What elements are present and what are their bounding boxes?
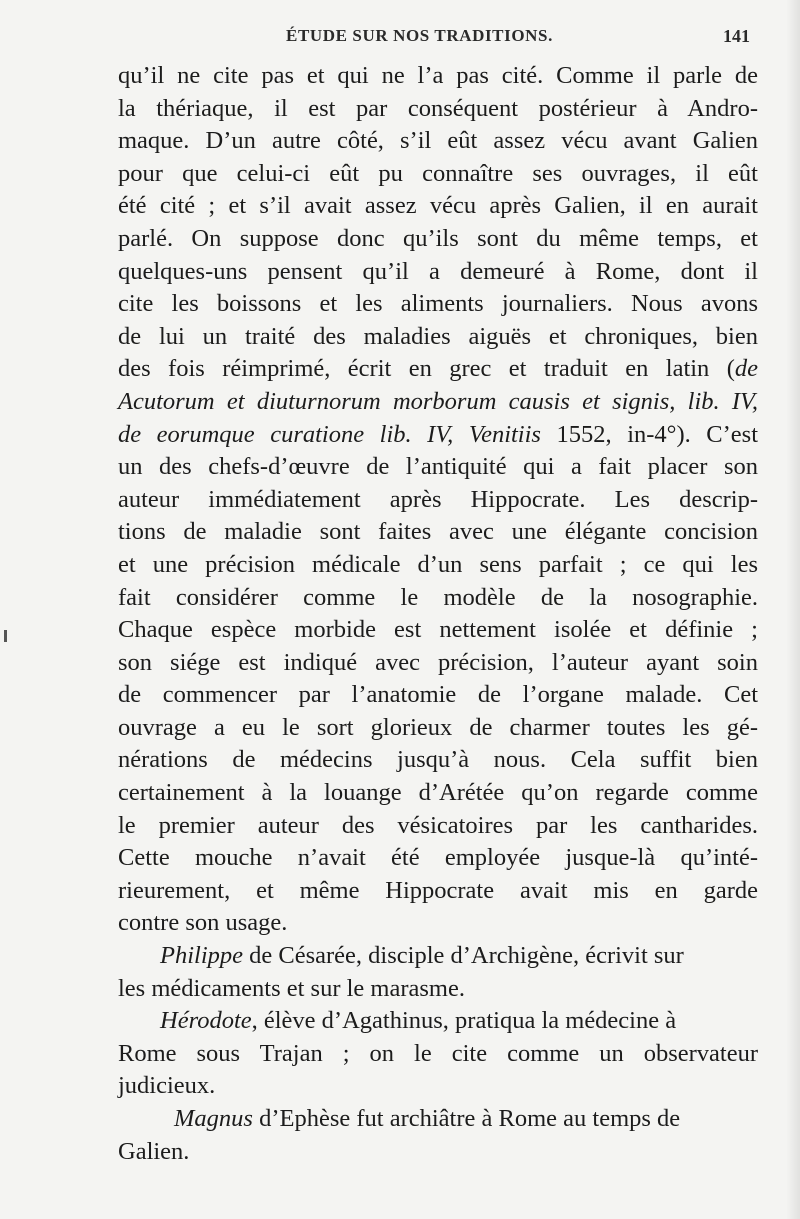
text-segment: fait considérer comme le modèle de la nosographie. <box>118 583 758 611</box>
text-segment: de Césarée, disciple d’Archigène, écrivit sur <box>243 942 684 970</box>
italic-text: Magnus <box>174 1105 253 1132</box>
italic-text: Acutorum et diuturnorum morborum causis et signis, lib. IV, <box>118 387 758 415</box>
text-segment: Chaque espèce morbide est nettement isolée et définie ; <box>118 616 758 644</box>
text-line <box>118 223 758 256</box>
text-segment: Galien. <box>118 1137 190 1165</box>
italic-text: Hérodote <box>160 1007 252 1035</box>
text-line <box>118 125 758 158</box>
text-segment: Cette mouche n’avait été employée jusque-là qu’inté- <box>118 844 758 872</box>
text-segment: qu’il ne cite pas et qui ne l’a pas cité. Comme il parle de <box>118 62 758 89</box>
text-line <box>118 940 758 973</box>
text-line <box>118 582 758 615</box>
text-segment: le premier auteur des vésicatoires par les cantharides. <box>118 811 758 839</box>
body-text <box>118 60 758 1168</box>
text-line <box>118 353 758 386</box>
text-segment: un des chefs-d’œuvre de l’antiquité qui a fait placer son <box>118 453 758 481</box>
text-line <box>118 679 758 712</box>
text-segment: ouvrage a eu le sort glorieux de charmer toutes les gé- <box>118 713 758 741</box>
text-segment: la thériaque, il est par conséquent postérieur à Andro- <box>118 94 758 122</box>
text-line <box>118 907 758 940</box>
italic-text: de <box>734 355 758 383</box>
text-line <box>118 647 758 680</box>
text-segment: nérations de médecins jusqu’à nous. Cela suffit bien <box>118 746 758 774</box>
margin-mark <box>4 630 7 642</box>
text-line <box>118 190 758 223</box>
page-number: 141 <box>723 26 750 46</box>
text-segment: cite les boissons et les aliments journaliers. Nous avons <box>118 290 758 318</box>
text-line <box>118 386 758 419</box>
text-line <box>118 614 758 647</box>
text-line <box>118 875 758 908</box>
text-segment: d’Ephèse fut archiâtre à Rome au temps de <box>252 1105 681 1132</box>
text-segment: des fois réimprimé, écrit en grec et traduit en latin ( <box>118 355 735 383</box>
text-segment: Rome sous Trajan ; on le cite comme un observateur <box>118 1039 758 1067</box>
text-segment: tions de maladie sont faites avec une élégante concision <box>118 518 758 546</box>
running-head: ÉTUDE SUR NOS TRADITIONS. <box>286 26 553 45</box>
text-line <box>118 451 758 484</box>
text-segment: et une précision médicale d’un sens parfait ; ce qui les <box>118 550 758 578</box>
text-segment: de lui un traité des maladies aiguës et chroniques, bien <box>118 322 758 350</box>
text-line <box>118 256 758 289</box>
text-line <box>118 158 758 191</box>
text-segment: les médicaments et sur le marasme. <box>118 974 465 1002</box>
text-line <box>118 744 758 777</box>
text-line <box>118 777 758 810</box>
italic-text: Philippe <box>160 942 244 970</box>
text-line <box>118 842 758 875</box>
text-line <box>118 1038 758 1071</box>
text-line <box>118 484 758 517</box>
text-segment: maque. D’un autre côté, s’il eût assez vécu avant Galien <box>118 127 758 155</box>
text-line <box>118 93 758 126</box>
text-segment: contre son usage. <box>118 909 288 937</box>
text-segment: parlé. On suppose donc qu’ils sont du même temps, et <box>118 224 758 252</box>
page-header <box>118 26 750 56</box>
text-segment: rieurement, et même Hippocrate avait mis en garde <box>118 876 758 904</box>
text-line <box>118 419 758 452</box>
text-line <box>118 1070 758 1103</box>
text-segment: de commencer par l’anatomie de l’organe malade. Cet <box>118 681 758 709</box>
text-segment: été cité ; et s’il avait assez vécu après Galien, il en aurait <box>118 192 758 220</box>
text-segment: auteur immédiatement après Hippocrate. Les descrip- <box>118 485 758 513</box>
text-segment: , élève d’Agathinus, pratiqua la médecine à <box>251 1007 677 1035</box>
text-line <box>118 288 758 321</box>
text-segment: son siége est indiqué avec précision, l’auteur ayant soin <box>118 648 758 676</box>
text-segment: judicieux. <box>118 1072 216 1100</box>
page-edge-shadow <box>786 0 800 1219</box>
text-line <box>118 516 758 549</box>
text-segment: certainement à la louange d’Arétée qu’on regarde comme <box>118 779 758 807</box>
text-line <box>118 712 758 745</box>
text-segment: pour que celui-ci eût pu connaître ses ouvrages, il eût <box>118 159 758 187</box>
text-line <box>118 1136 758 1169</box>
text-line <box>118 810 758 843</box>
italic-text: de eorumque curatione lib. IV, Venitiis <box>118 420 541 448</box>
text-segment: quelques-uns pensent qu’il a demeuré à Rome, dont il <box>118 257 758 285</box>
text-line <box>118 60 758 93</box>
text-line <box>118 549 758 582</box>
text-line <box>118 1103 758 1136</box>
text-segment: 1552, in-4°). C’est <box>540 420 759 448</box>
text-line <box>118 973 758 1006</box>
text-line <box>118 1005 758 1038</box>
text-line <box>118 321 758 354</box>
